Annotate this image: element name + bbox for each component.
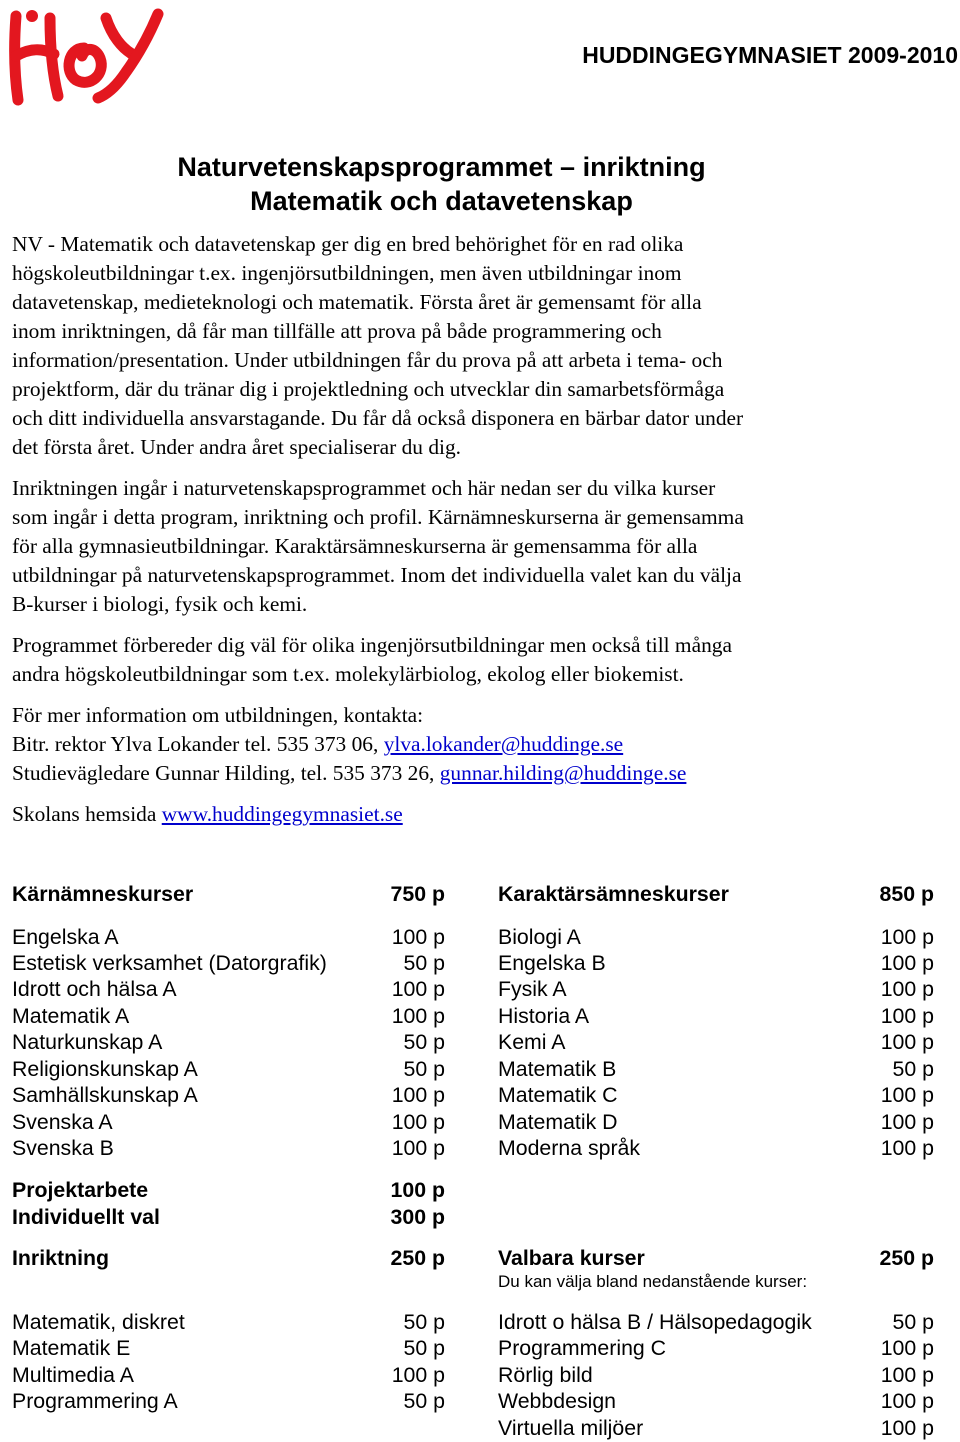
text-line: datavetenskap, medieteknologi och matematik. Första året är gemensamt för alla: [12, 290, 702, 314]
course-name: Webbdesign: [498, 1389, 617, 1413]
course-points: 100 p: [391, 925, 445, 949]
course-row: [12, 1335, 445, 1362]
contact-syv: [12, 759, 892, 788]
course-points: 100 p: [880, 1416, 934, 1440]
course-name: Fysik A: [498, 977, 567, 1001]
valbara-note: Du kan välja bland nedanstående kurser:: [498, 1272, 808, 1291]
course-name: Programmering A: [12, 1389, 178, 1413]
text-line: Inriktningen ingår i naturvetenskapsprogrammet och här nedan ser du vilka kurser: [12, 476, 716, 500]
course-points: 100 p: [880, 1389, 934, 1413]
course-row: [498, 976, 934, 1003]
rektor-email-link[interactable]: ylva.lokander@huddinge.se: [383, 732, 624, 756]
course-points: 50 p: [403, 1389, 445, 1413]
course-name: Historia A: [498, 1004, 590, 1028]
course-row: [12, 1109, 445, 1136]
course-name: Naturkunskap A: [12, 1030, 163, 1054]
text-line: Programmet förbereder dig väl för olika ingenjörsutbildningar men också till många: [12, 633, 732, 657]
course-points: 50 p: [403, 1030, 445, 1054]
text-line: B-kurser i biologi, fysik och kemi.: [12, 592, 308, 616]
course-name: Idrott och hälsa A: [12, 977, 177, 1001]
course-name: Multimedia A: [12, 1363, 134, 1387]
course-row: [498, 924, 934, 951]
valbara-section: [498, 1245, 934, 1442]
course-points: 50 p: [403, 1057, 445, 1081]
text-line: som ingår i detta program, inriktning och profil. Kärnämneskurserna är gemensamma: [12, 505, 744, 529]
course-name: Programmering C: [498, 1336, 667, 1360]
prep-paragraph: [12, 631, 892, 689]
text-line: det första året. Under andra året specialiserar du dig.: [12, 435, 461, 459]
text-line: NV - Matematik och datavetenskap ger dig en bred behörighet för en rad olika: [12, 232, 684, 256]
contact-rektor: [12, 730, 892, 759]
text-line: inom inriktningen, då får man tillfälle att prova på både programmering och: [12, 319, 662, 343]
course-row: [12, 1003, 445, 1030]
section-heading: [498, 1245, 934, 1272]
school-header: HUDDINGEGYMNASIET 2009-2010: [582, 42, 958, 68]
karnamne-section: [12, 881, 445, 1251]
website-link[interactable]: www.huddingegymnasiet.se: [161, 802, 403, 826]
course-row: [498, 1362, 934, 1389]
course-points: 100 p: [391, 1136, 445, 1160]
course-name: Rörlig bild: [498, 1363, 593, 1387]
course-points: 100 p: [880, 951, 934, 975]
course-points: 100 p: [880, 1136, 934, 1160]
course-row: [12, 1029, 445, 1056]
course-name: Matematik D: [498, 1110, 618, 1134]
course-name: Svenska B: [12, 1136, 114, 1160]
course-row: [498, 1335, 934, 1362]
course-points: 100 p: [390, 1178, 445, 1202]
contact-heading: För mer information om utbildningen, kontakta:: [12, 703, 424, 727]
heading-points: 250 p: [390, 1246, 445, 1270]
text-line: utbildningar på naturvetenskapsprogrammet. Inom det individuella valet kan du välja: [12, 563, 742, 587]
section-heading: [12, 1245, 445, 1272]
course-name: Biologi A: [498, 925, 581, 949]
course-row: [498, 1029, 934, 1056]
heading-points: 250 p: [879, 1246, 934, 1270]
course-points: 100 p: [880, 1110, 934, 1134]
course-points: 100 p: [880, 1083, 934, 1107]
course-row: [498, 1309, 934, 1336]
course-name: Religionskunskap A: [12, 1057, 198, 1081]
course-name: Matematik, diskret: [12, 1310, 185, 1334]
course-row-bold: [12, 1204, 445, 1231]
heading-label: Inriktning: [12, 1246, 110, 1270]
course-row: [498, 1082, 934, 1109]
course-row: [12, 1082, 445, 1109]
heading-label: Karaktärsämneskurser: [498, 882, 729, 906]
heading-points: 850 p: [879, 882, 934, 906]
course-points: 100 p: [880, 1336, 934, 1360]
course-name: Matematik E: [12, 1336, 131, 1360]
courses-paragraph: [12, 474, 892, 619]
course-points: 100 p: [880, 1004, 934, 1028]
course-points: 100 p: [880, 1363, 934, 1387]
course-row-bold: [12, 1177, 445, 1204]
section-heading: [12, 881, 445, 908]
course-points: 50 p: [403, 1310, 445, 1334]
course-points: 100 p: [880, 977, 934, 1001]
course-name: Kemi A: [498, 1030, 566, 1054]
text-line: och ditt individuella ansvarstagande. Du får då också disponera en bärbar dator under: [12, 406, 744, 430]
course-row: [12, 1309, 445, 1336]
course-name: Engelska B: [498, 951, 606, 975]
text-line: för alla gymnasieutbildningar. Karaktärsämneskurserna är gemensamma för alla: [12, 534, 698, 558]
course-row: [498, 1415, 934, 1442]
karaktarsamne-section: [498, 881, 934, 1171]
heading-points: 750 p: [390, 882, 445, 906]
course-points: 100 p: [880, 925, 934, 949]
syv-text: Studievägledare Gunnar Hilding, tel. 535 373 26,: [12, 761, 440, 785]
course-name: Projektarbete: [12, 1178, 149, 1202]
course-points: 50 p: [892, 1310, 934, 1334]
course-points: 100 p: [880, 1030, 934, 1054]
course-name: Engelska A: [12, 925, 119, 949]
course-name: Samhällskunskap A: [12, 1083, 198, 1107]
text-line: högskoleutbildningar t.ex. ingenjörsutbildningen, men även utbildningar inom: [12, 261, 682, 285]
inriktning-section: [12, 1245, 445, 1425]
course-name: Matematik C: [498, 1083, 618, 1107]
text-line: andra högskoleutbildningar som t.ex. molekylärbiolog, ekolog eller biokemist.: [12, 662, 684, 686]
course-name: Estetisk verksamhet (Datorgrafik): [12, 951, 327, 975]
course-row: [12, 1388, 445, 1415]
contact-block: [12, 701, 892, 788]
course-row: [498, 1388, 934, 1415]
course-name: Virtuella miljöer: [498, 1416, 644, 1440]
course-points: 100 p: [391, 1110, 445, 1134]
heading-label: Valbara kurser: [498, 1246, 645, 1270]
course-points: 100 p: [391, 1083, 445, 1107]
text-line: information/presentation. Under utbildningen får du prova på att arbeta i tema- och: [12, 348, 723, 372]
course-points: 100 p: [391, 977, 445, 1001]
course-row: [12, 976, 445, 1003]
syv-email-link[interactable]: gunnar.hilding@huddinge.se: [439, 761, 687, 785]
page-title-line2: Matematik och datavetenskap: [250, 186, 633, 216]
course-points: 100 p: [391, 1004, 445, 1028]
page-title-line1: Naturvetenskapsprogrammet – inriktning: [177, 152, 706, 182]
course-name: Moderna språk: [498, 1136, 641, 1160]
course-points: 50 p: [403, 951, 445, 975]
course-row: [12, 1135, 445, 1162]
course-name: Idrott o hälsa B / Hälsopedagogik: [498, 1310, 812, 1334]
course-row: [498, 1003, 934, 1030]
course-row: [12, 924, 445, 951]
course-row: [12, 950, 445, 977]
course-points: 300 p: [390, 1205, 445, 1229]
intro-paragraph: [12, 230, 892, 462]
section-heading: [498, 881, 934, 908]
course-row: [498, 1109, 934, 1136]
course-row: [498, 950, 934, 977]
heading-label: Kärnämneskurser: [12, 882, 194, 906]
course-name: Svenska A: [12, 1110, 113, 1134]
course-points: 100 p: [391, 1363, 445, 1387]
text-line: projektform, där du tränar dig i projektledning och utvecklar din samarbetsförmåga: [12, 377, 725, 401]
course-points: 50 p: [403, 1336, 445, 1360]
course-points: 50 p: [892, 1057, 934, 1081]
course-name: Matematik A: [12, 1004, 130, 1028]
website-line: [12, 800, 892, 829]
course-name: Matematik B: [498, 1057, 617, 1081]
course-row: [12, 1362, 445, 1389]
course-name: Individuellt val: [12, 1205, 160, 1229]
course-row: [498, 1135, 934, 1162]
rektor-text: Bitr. rektor Ylva Lokander tel. 535 373 06,: [12, 732, 384, 756]
huddinge-logo: [2, 2, 164, 106]
website-text: Skolans hemsida: [12, 802, 162, 826]
course-row: [12, 1056, 445, 1083]
course-row: [498, 1056, 934, 1083]
